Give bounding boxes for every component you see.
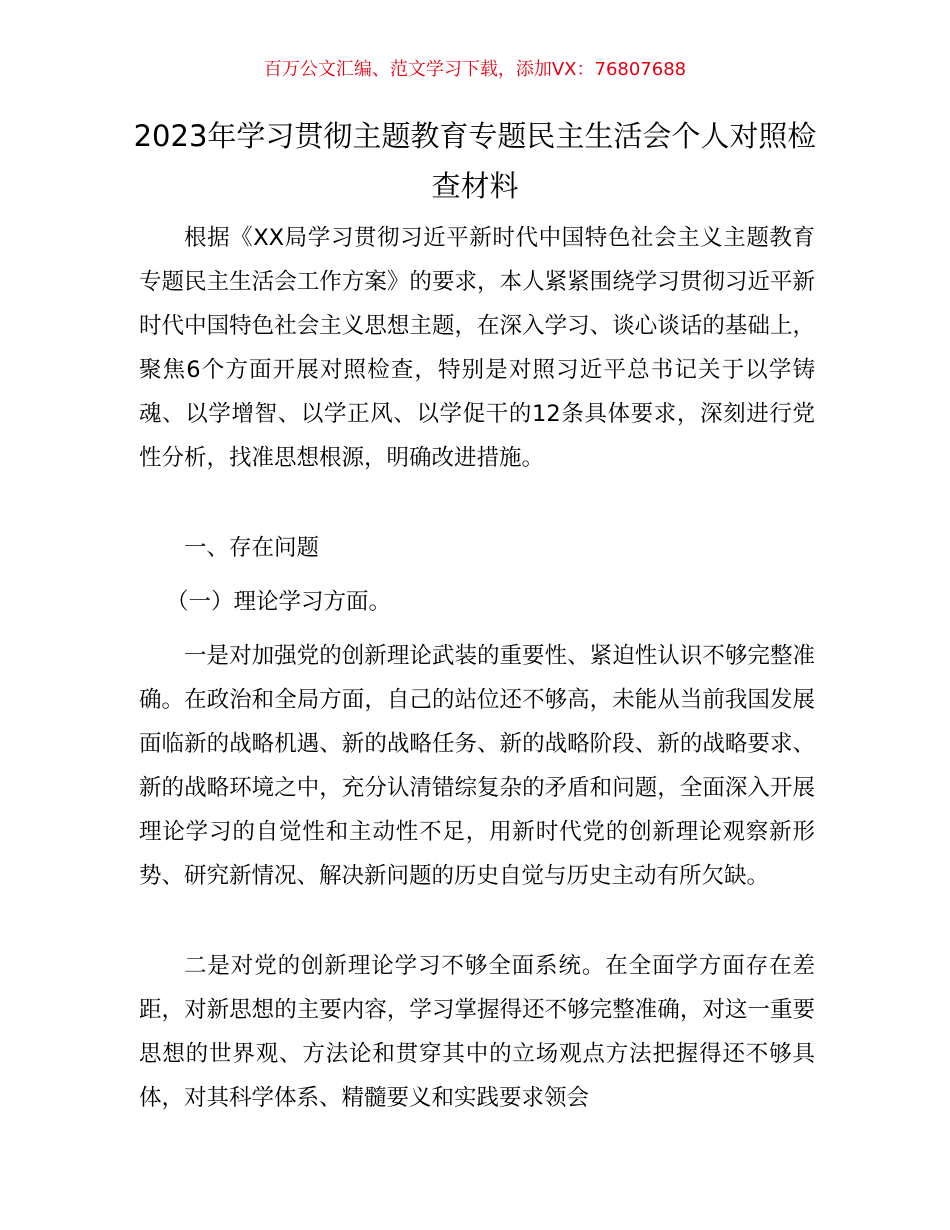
body-paragraph: 二是对党的创新理论学习不够全面系统。在全面学方面存在差距，对新思想的主要内容，学习掌握得还不够完整准确，对这一重要思想的世界观、方法论和贯穿其中的立场观点方法把握得还不够具体，对其科学体系、精髓要义和实践要求领会 [139,953,815,1111]
document-title: 2023年学习贯彻主题教育专题民主生活会个人对照检查材料 [133,119,817,203]
promo-banner: 百万公文汇编、范文学习下载，添加VX：76807688 [263,59,687,80]
section-heading: 一、存在问题 [184,535,320,561]
intro-paragraph: 根据《XX局学习贯彻习近平新时代中国特色社会主义主题教育专题民主生活会工作方案》的要求，本人紧紧围绕学习贯彻习近平新时代中国特色社会主义思想主题，在深入学习、谈心谈话的基础上，聚焦6个方面开展对照检查，特别是对照习近平总书记关于以学铸魂、以学增智、以学正风、以学促干的12条具体要求，深刻进行党性分析，找准思想根源，明确改进措施。 [139,225,815,471]
subsection-heading: （一）理论学习方面。 [166,589,392,615]
body-paragraph: 一是对加强党的创新理论武装的重要性、紧迫性认识不够完整准确。在政治和全局方面，自己的站位还不够高，未能从当前我国发展面临新的战略机遇、新的战略任务、新的战略阶段、新的战略要求、新的战略环境之中，充分认清错综复杂的矛盾和问题，全面深入开展理论学习的自觉性和主动性不足，用新时代党的创新理论观察新形势、研究新情况、解决新问题的历史自觉与历史主动有所欠缺。 [139,643,815,889]
